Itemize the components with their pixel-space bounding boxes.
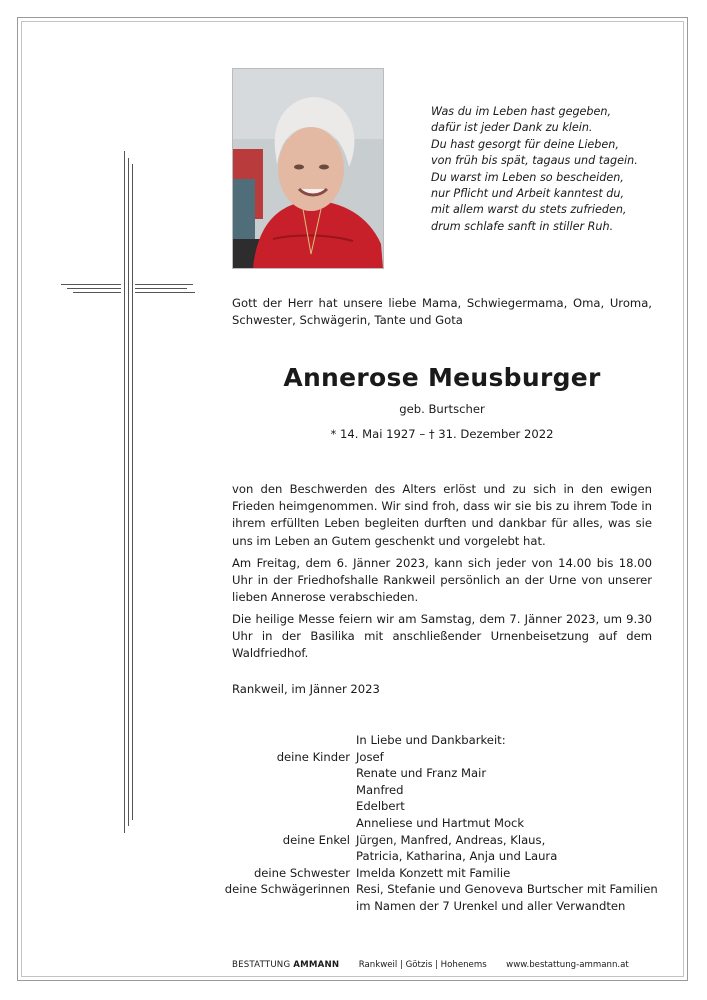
mourner-row: Edelbert [356,799,405,814]
mourner-row: Anneliese und Hartmut Mock [356,815,525,830]
poem-line: drum schlafe sanft in stiller Ruh. [431,219,614,233]
paragraph-farewell: Am Freitag, dem 6. Jänner 2023, kann sich jeder von 14.00 bis 18.00 Uhr in der Friedhofshalle Rankweil persönlich an der Urne von unserer lieben Annerose verabschieden. [232,556,652,605]
memorial-poem [431,104,661,235]
poem-line: Du hast gesorgt für deine Lieben, [431,137,619,151]
mourner-row: Patricia, Katharina, Anja und Laura [356,849,558,864]
poem-line: Du warst im Leben so bescheiden, [431,170,624,184]
footer-locations: Rankweil | Götzis | Hohenems [358,960,487,970]
mourner-row: deine Schwester Imelda Konzett mit Familie [253,865,511,880]
portrait-photo [232,68,384,269]
life-dates: * 14. Mai 1927 – † 31. Dezember 2022 [330,427,554,441]
mourner-row: deine Kinder Josef [276,749,384,764]
footer-brand: BESTATTUNG AMMANN [232,960,340,970]
paragraph-mass: Die heilige Messe feiern wir am Samstag, dem 7. Jänner 2023, um 9.30 Uhr in der Basilika mit anschließender Urnenbeisetzung auf dem Waldfriedhof. [232,612,652,661]
intro-text: Gott der Herr hat unsere liebe Mama, Schwiegermama, Oma, Uroma, Schwester, Schwägerin, Tante und Gota [232,296,652,328]
poem-line: nur Pflicht und Arbeit kanntest du, [431,187,625,201]
mourner-row: deine Enkel Jürgen, Manfred, Andreas, Klaus, [282,832,546,847]
mourner-row: im Namen der 7 Urenkel und aller Verwandten [356,898,626,913]
poem-line: von früh bis spät, tagaus und tagein. [431,154,638,168]
mourner-row: deine Schwägerinnen Resi, Stefanie und Genoveva Burtscher mit Familien [224,882,658,897]
place-date: Rankweil, im Jänner 2023 [232,682,380,696]
mourner-row: Renate und Franz Mair [356,766,487,781]
mourner-row: Manfred [356,782,404,797]
mourner-row: In Liebe und Dankbarkeit: [356,733,506,747]
footer [232,960,629,970]
poem-line: Was du im Leben hast gegeben, [431,105,612,118]
poem-line: mit allem warst du stets zufrieden, [431,203,627,217]
maiden-name: geb. Burtscher [399,402,485,416]
mourners-list [150,732,660,915]
footer-website[interactable]: www.bestattung-ammann.at [506,960,629,970]
poem-line: dafür ist jeder Dank zu klein. [431,121,593,135]
paragraph-passing: von den Beschwerden des Alters erlöst und zu sich in den ewigen Frieden heimgenommen. Wir sind froh, dass wir sie bis zu ihrem Tode in ihrem erfüllten Leben begleiten durften und dankbar für alles, was sie uns im Leben an Gutem geschenkt und vorgelebt hat. [232,482,652,548]
deceased-name: Annerose Meusburger [283,363,601,392]
